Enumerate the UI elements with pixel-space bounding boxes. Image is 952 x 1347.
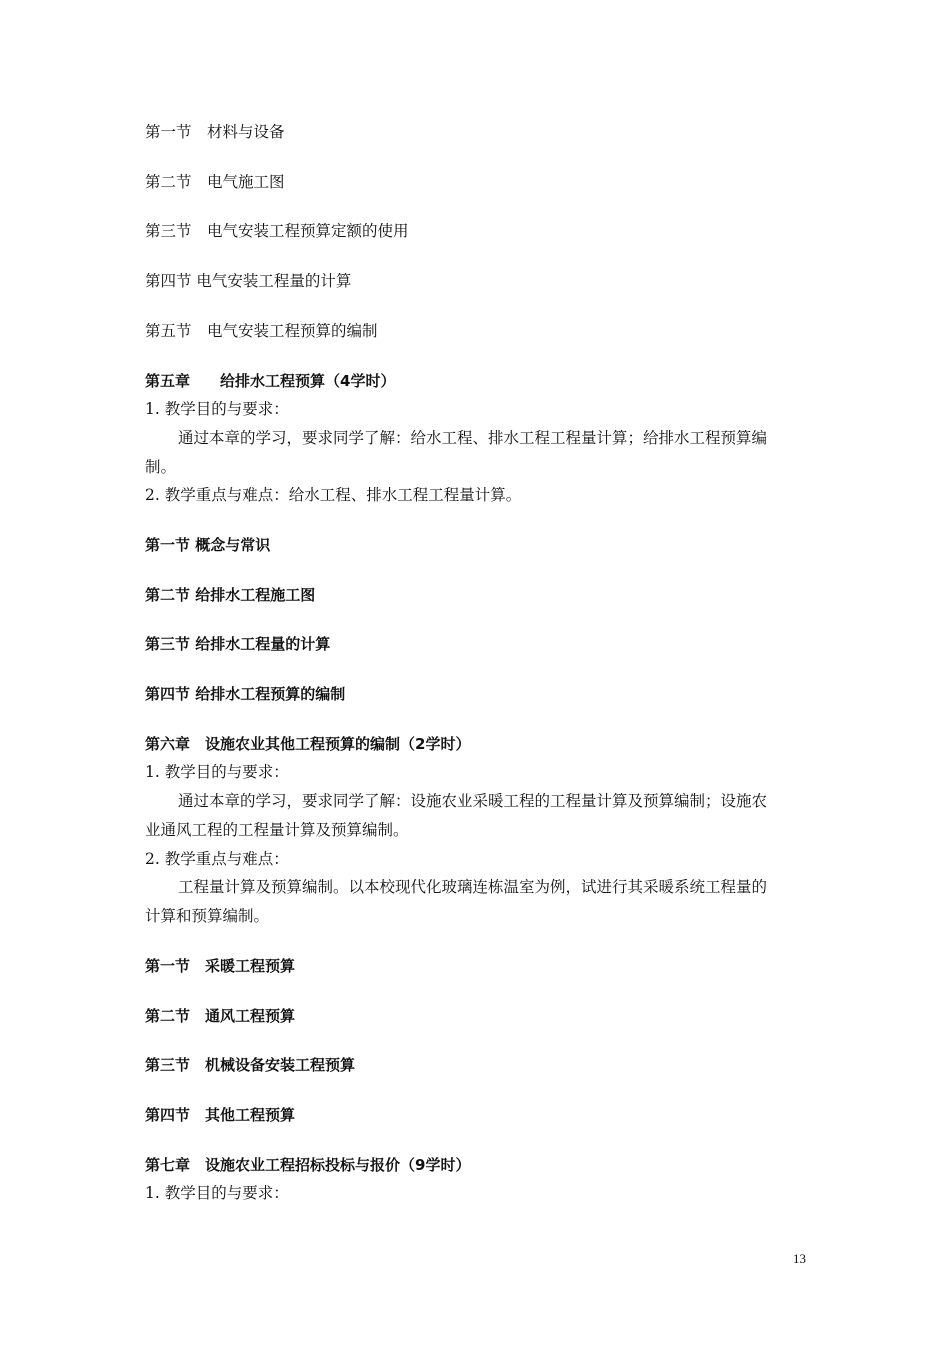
ch5-section-4: 第四节 给排水工程预算的编制	[145, 685, 346, 703]
ch5-objectives-text: 通过本章的学习，要求同学了解：给水工程、排水工程工程量计算；给排水工程预算编	[178, 429, 768, 447]
ch6-section-4: 第四节 其他工程预算	[145, 1106, 296, 1124]
ch6-key-points-text-cont: 计算和预算编制。	[145, 907, 270, 925]
section-3-quota: 第三节 电气安装工程预算定额的使用	[145, 222, 409, 240]
section-2-drawings: 第二节 电气施工图	[145, 173, 285, 191]
ch5-key-points: 2. 教学重点与难点：给水工程、排水工程工程量计算。	[145, 486, 522, 504]
section-4-quantity: 第四节 电气安装工程量的计算	[145, 272, 352, 290]
chapter-6-heading: 第六章 设施农业其他工程预算的编制（2学时）	[145, 735, 471, 753]
chapter-7-heading: 第七章 设施农业工程招标投标与报价（9学时）	[145, 1156, 471, 1174]
ch6-objectives-label: 1. 教学目的与要求：	[145, 763, 289, 781]
ch5-section-3: 第三节 给排水工程量的计算	[145, 635, 331, 653]
chapter-5-heading: 第五章 给排水工程预算（4学时）	[145, 372, 396, 390]
ch6-section-3: 第三节 机械设备安装工程预算	[145, 1056, 356, 1074]
ch6-section-2: 第二节 通风工程预算	[145, 1007, 296, 1025]
ch5-objectives-text-cont: 制。	[145, 458, 177, 476]
ch6-objectives-text-cont: 业通风工程的工程量计算及预算编制。	[145, 821, 409, 839]
ch6-key-points-text: 工程量计算及预算编制。以本校现代化玻璃连栋温室为例，试进行其采暖系统工程量的	[178, 878, 768, 896]
ch6-key-points-label: 2. 教学重点与难点：	[145, 850, 289, 868]
ch6-section-1: 第一节 采暖工程预算	[145, 957, 296, 975]
ch6-objectives-text: 通过本章的学习，要求同学了解：设施农业采暖工程的工程量计算及预算编制；设施农	[178, 792, 768, 810]
ch5-section-1: 第一节 概念与常识	[145, 536, 271, 554]
ch5-objectives-label: 1. 教学目的与要求：	[145, 400, 289, 418]
ch7-objectives-label: 1. 教学目的与要求：	[145, 1184, 289, 1202]
ch5-section-2: 第二节 给排水工程施工图	[145, 586, 316, 604]
section-1-materials: 第一节 材料与设备	[145, 123, 285, 141]
page-number: 13	[793, 1251, 806, 1266]
section-5-budget: 第五节 电气安装工程预算的编制	[145, 322, 378, 340]
